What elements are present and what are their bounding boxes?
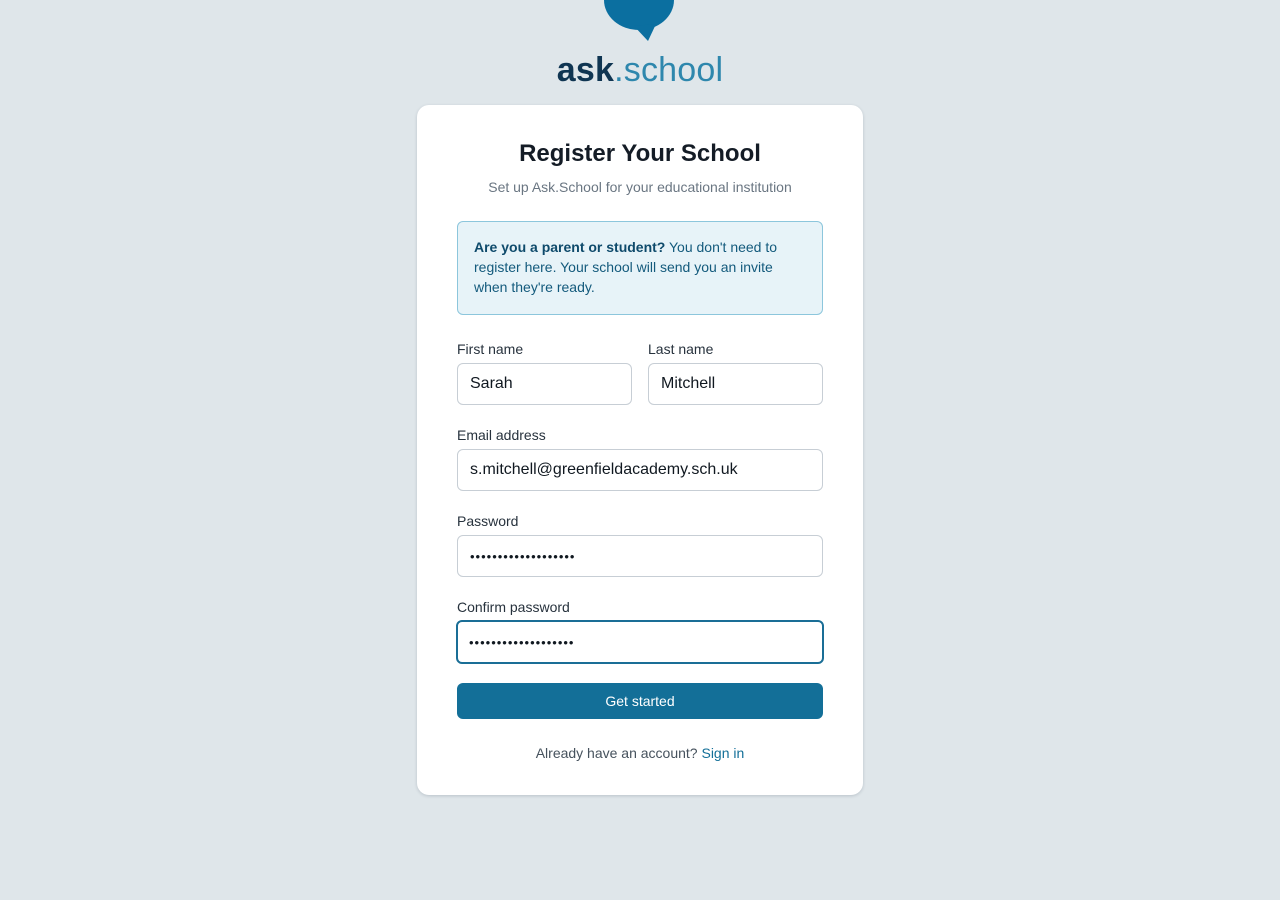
page-subtitle: Set up Ask.School for your educational institution <box>488 179 792 195</box>
sign-in-link[interactable]: Sign in <box>701 745 745 761</box>
email-label: Email address <box>457 427 546 443</box>
notice-text: You don't need to register here. Your school will send you an invite when they're ready. <box>474 239 778 295</box>
signin-prompt: Already have an account? <box>535 745 698 761</box>
last-name-label: Last name <box>648 341 714 357</box>
first-name-label: First name <box>457 341 524 357</box>
logo-word-school: .school <box>614 51 724 89</box>
logo-wordmark <box>0 50 1280 90</box>
confirm-password-label: Confirm password <box>457 599 570 615</box>
confirm-password-input[interactable] <box>456 620 824 664</box>
password-label: Password <box>457 513 519 529</box>
speech-bubble-icon <box>604 0 674 42</box>
logo-word-ask: ask <box>556 51 615 89</box>
last-name-input[interactable] <box>648 363 823 405</box>
parent-student-notice <box>457 221 823 315</box>
signin-row <box>417 744 863 762</box>
page-title: Register Your School <box>519 140 761 167</box>
app-logo <box>0 0 1280 100</box>
email-input[interactable] <box>457 449 823 491</box>
get-started-button[interactable]: Get started <box>457 683 823 719</box>
notice-heading: Are you a parent or student? <box>474 239 666 255</box>
registration-card <box>417 105 863 795</box>
password-input[interactable] <box>457 535 823 577</box>
first-name-input[interactable] <box>457 363 632 405</box>
